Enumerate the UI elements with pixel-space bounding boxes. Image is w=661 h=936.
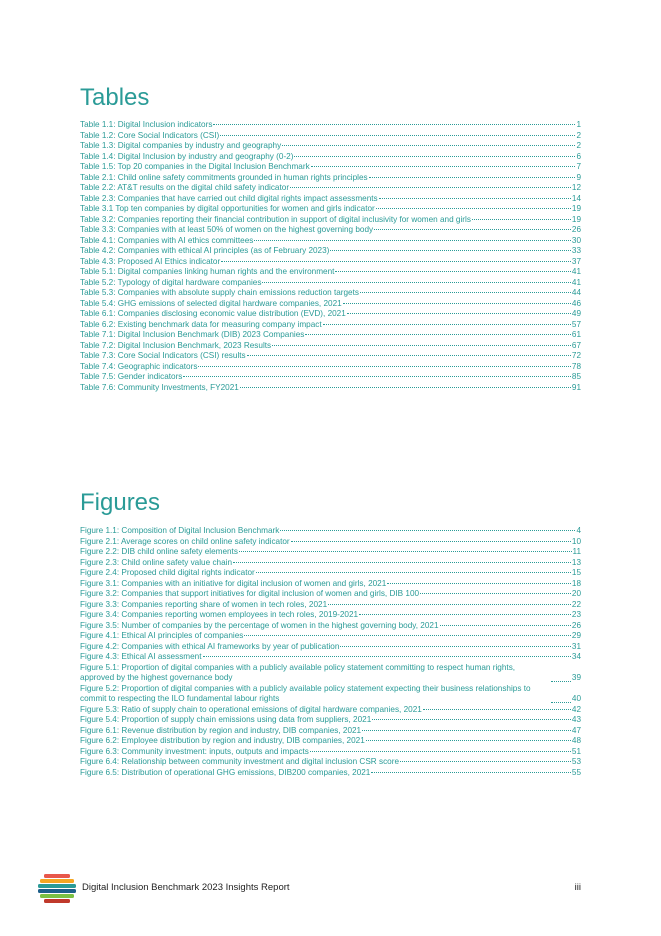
entry-page: 13: [571, 557, 581, 567]
table-entry[interactable]: [80, 257, 581, 268]
leader-dots: [305, 334, 571, 335]
entry-page: 26: [571, 225, 581, 234]
entry-label: Table 7.2: Digital Inclusion Benchmark, 2023 Results: [80, 340, 272, 350]
leader-dots: [272, 345, 571, 346]
table-entry[interactable]: [80, 372, 581, 383]
entry-page: 31: [571, 641, 581, 651]
entry-page: 37: [571, 256, 581, 266]
entry-label: Figure 4.2: Companies with ethical AI frameworks by year of publication: [80, 641, 340, 651]
figures-heading: Figures: [80, 489, 161, 516]
leader-dots: [183, 376, 570, 377]
table-entry[interactable]: [80, 351, 581, 362]
entry-label: Table 5.3: Companies with absolute supply chain emissions reduction targets: [80, 288, 359, 297]
entry-label: Figure 5.1: Proportion of digital companies with a publicly available policy statement committing to respect human rights, approved by the highest governance body: [80, 662, 516, 682]
logo-stripe: [40, 879, 74, 883]
entry-label: Figure 3.3: Companies reporting share of women in tech roles, 2021: [80, 599, 328, 609]
entry-label: Table 1.1: Digital Inclusion indicators: [80, 120, 213, 129]
logo-stripe: [38, 889, 76, 893]
entry-label: Figure 2.4: Proposed child digital rights indicator: [80, 568, 255, 577]
leader-dots: [198, 366, 570, 367]
figure-entry[interactable]: [80, 579, 581, 590]
figure-entry[interactable]: [80, 547, 581, 558]
leader-dots: [233, 562, 571, 563]
entry-page: 42: [571, 704, 581, 714]
figure-entry[interactable]: [80, 589, 581, 600]
leader-dots: [369, 177, 576, 178]
leader-dots: [371, 772, 571, 773]
table-entry[interactable]: [80, 362, 581, 373]
entry-page: 4: [576, 526, 581, 535]
entry-label: Figure 5.2: Proportion of digital companies with a publicly available policy statement expecting their business relationships to commit to respecting the ILO fundamental labour rights: [80, 683, 531, 703]
entry-label: Figure 3.4: Companies reporting women employees in tech roles, 2019-2021: [80, 610, 359, 619]
entry-page: 23: [571, 610, 581, 619]
leader-dots: [372, 719, 571, 720]
page-number: iii: [574, 882, 581, 893]
leader-dots: [323, 324, 571, 325]
entry-page: 39: [571, 673, 581, 682]
entry-label: Table 4.3: Proposed AI Ethics indicator: [80, 256, 221, 266]
entry-page: 61: [571, 330, 581, 339]
entry-label: Table 6.1: Companies disclosing economic value distribution (EVD), 2021: [80, 309, 346, 318]
figure-entry[interactable]: [80, 684, 581, 705]
entry-page: 67: [571, 340, 581, 350]
table-entry[interactable]: [80, 341, 581, 352]
figure-entry[interactable]: [80, 736, 581, 747]
table-entry[interactable]: [80, 267, 581, 278]
logo-stripe: [44, 874, 70, 878]
figure-entry[interactable]: [80, 631, 581, 642]
entry-page: 48: [571, 736, 581, 745]
entry-page: 47: [571, 725, 581, 735]
entry-label: Figure 5.4: Proportion of supply chain emissions using data from suppliers, 2021: [80, 715, 372, 724]
table-entry[interactable]: [80, 141, 581, 152]
entry-page: 43: [571, 715, 581, 724]
entry-label: Table 1.2: Core Social Indicators (CSI): [80, 130, 220, 140]
entry-page: 22: [571, 599, 581, 609]
entry-page: 40: [571, 694, 581, 703]
entry-page: 53: [571, 757, 581, 766]
table-entry[interactable]: [80, 162, 581, 173]
leader-dots: [239, 551, 572, 552]
entry-label: Table 4.1: Companies with AI ethics committees: [80, 235, 254, 245]
entry-label: Figure 3.2: Companies that support initiatives for digital inclusion of women and girls, DIB 100: [80, 589, 420, 598]
entry-page: 46: [571, 298, 581, 308]
entry-page: 2: [576, 130, 581, 140]
leader-dots: [374, 229, 571, 230]
entry-page: 19: [571, 214, 581, 224]
leader-dots: [290, 187, 571, 188]
entry-label: Table 7.1: Digital Inclusion Benchmark (DIB) 2023 Companies: [80, 330, 305, 339]
entry-label: Figure 6.3: Community investment: inputs, outputs and impacts: [80, 746, 309, 756]
entry-label: Figure 6.4: Relationship between community investment and digital inclusion CSR score: [80, 757, 400, 766]
entry-page: 41: [571, 277, 581, 287]
entry-label: Table 3.1 Top ten companies by digital opportunities for women and girls indicator: [80, 204, 375, 213]
leader-dots: [311, 166, 576, 167]
table-entry[interactable]: [80, 278, 581, 289]
entry-label: Figure 5.3: Ratio of supply chain to operational emissions of digital hardware companies, 2021: [80, 704, 422, 714]
leader-dots: [472, 219, 571, 220]
entry-page: 10: [571, 536, 581, 546]
table-entry[interactable]: [80, 246, 581, 257]
entry-label: Table 5.4: GHG emissions of selected digital hardware companies, 2021: [80, 298, 342, 308]
leader-dots: [280, 530, 575, 531]
leader-dots: [379, 198, 571, 199]
entry-label: Table 2.2: AT&T results on the digital child safety indicator: [80, 183, 290, 192]
table-entry[interactable]: [80, 299, 581, 310]
table-entry[interactable]: [80, 183, 581, 194]
leader-dots: [423, 709, 571, 710]
entry-page: 51: [571, 746, 581, 756]
entry-label: Figure 4.3: Ethical AI assessment: [80, 652, 202, 661]
entry-page: 7: [576, 162, 581, 171]
logo-stripe: [40, 894, 74, 898]
leader-dots: [310, 751, 571, 752]
leader-dots: [362, 730, 571, 731]
leader-dots: [244, 635, 571, 636]
entry-label: Figure 3.5: Number of companies by the percentage of women in the highest governing body, 2021: [80, 620, 439, 630]
entry-page: 41: [571, 267, 581, 276]
figure-entry[interactable]: [80, 726, 581, 737]
figure-entry[interactable]: [80, 715, 581, 726]
table-entry[interactable]: [80, 236, 581, 247]
entry-page: 6: [576, 151, 581, 161]
entry-label: Figure 3.1: Companies with an initiative for digital inclusion of women and girls, 2021: [80, 578, 387, 588]
logo-stripe: [38, 884, 76, 888]
leader-dots: [360, 292, 571, 293]
figure-entry[interactable]: [80, 705, 581, 716]
leader-dots: [203, 656, 571, 657]
table-entry[interactable]: [80, 383, 581, 394]
entry-page: 30: [571, 235, 581, 245]
entry-page: 20: [571, 589, 581, 598]
entry-label: Figure 6.5: Distribution of operational GHG emissions, DIB200 companies, 2021: [80, 767, 371, 777]
entry-page: 18: [571, 578, 581, 588]
entry-label: Table 7.6: Community Investments, FY2021: [80, 382, 239, 392]
entry-page: 44: [571, 288, 581, 297]
entry-label: Table 1.3: Digital companies by industry and geography: [80, 141, 282, 150]
figure-entry[interactable]: [80, 610, 581, 621]
leader-dots: [400, 761, 571, 762]
leader-dots: [328, 604, 571, 605]
leader-dots: [376, 208, 571, 209]
entry-label: Table 1.5: Top 20 companies in the Digital Inclusion Benchmark: [80, 162, 310, 171]
figure-entry[interactable]: [80, 568, 581, 579]
entry-label: Figure 6.1: Revenue distribution by region and industry, DIB companies, 2021: [80, 725, 362, 735]
entry-page: 78: [571, 361, 581, 371]
entry-label: Table 1.4: Digital Inclusion by industry and geography (0-2): [80, 151, 294, 161]
entry-page: 14: [571, 193, 581, 203]
entry-page: 9: [576, 172, 581, 182]
figure-entry[interactable]: [80, 526, 581, 537]
figure-entry[interactable]: [80, 537, 581, 548]
leader-dots: [282, 145, 575, 146]
entry-label: Table 4.2: Companies with ethical AI principles (as of February 2023): [80, 246, 330, 255]
figure-entry[interactable]: [80, 621, 581, 632]
entry-label: Table 7.4: Geographic indicators: [80, 361, 198, 371]
entry-page: 19: [571, 204, 581, 213]
entry-page: 57: [571, 319, 581, 329]
leader-dots: [551, 681, 571, 682]
entry-page: 49: [571, 309, 581, 318]
leader-dots: [213, 124, 575, 125]
entry-page: 12: [571, 183, 581, 192]
figure-entry[interactable]: [80, 558, 581, 569]
entry-label: Figure 6.2: Employee distribution by region and industry, DIB companies, 2021: [80, 736, 365, 745]
leader-dots: [440, 625, 571, 626]
entry-page: 34: [571, 652, 581, 661]
entry-page: 85: [571, 372, 581, 381]
leader-dots: [359, 614, 571, 615]
table-entry[interactable]: [80, 204, 581, 215]
entry-label: Table 5.1: Digital companies linking human rights and the environment: [80, 267, 335, 276]
table-entry[interactable]: [80, 225, 581, 236]
figure-entry[interactable]: [80, 600, 581, 611]
table-entry[interactable]: [80, 152, 581, 163]
figure-entry[interactable]: [80, 757, 581, 768]
entry-label: Table 3.2: Companies reporting their financial contribution in support of digital inclusivity for women and girls: [80, 214, 471, 224]
logo-stripe: [44, 899, 70, 903]
figure-entry[interactable]: [80, 663, 581, 684]
entry-label: Table 7.3: Core Social Indicators (CSI) results: [80, 351, 246, 360]
entry-label: Figure 2.3: Child online safety value chain: [80, 557, 233, 567]
entry-page: 15: [571, 568, 581, 577]
leader-dots: [294, 156, 575, 157]
figure-entry[interactable]: [80, 747, 581, 758]
entry-label: Figure 2.2: DIB child online safety elements: [80, 547, 238, 556]
leader-dots: [254, 240, 571, 241]
entry-page: 55: [571, 767, 581, 777]
table-entry[interactable]: [80, 330, 581, 341]
leader-dots: [387, 583, 571, 584]
entry-label: Table 2.3: Companies that have carried out child digital rights impact assessments: [80, 193, 378, 203]
entry-label: Figure 1.1: Composition of Digital Inclusion Benchmark: [80, 526, 280, 535]
entry-page: 91: [571, 382, 581, 392]
leader-dots: [220, 135, 575, 136]
tables-heading: Tables: [80, 84, 150, 111]
footer-title: Digital Inclusion Benchmark 2023 Insights Report: [82, 882, 290, 893]
table-entry[interactable]: [80, 288, 581, 299]
table-entry[interactable]: [80, 320, 581, 331]
table-entry[interactable]: [80, 173, 581, 184]
leader-dots: [343, 303, 571, 304]
figure-entry[interactable]: [80, 642, 581, 653]
leader-dots: [262, 282, 570, 283]
leader-dots: [330, 250, 571, 251]
entry-label: Figure 2.1: Average scores on child online safety indicator: [80, 536, 290, 546]
entry-page: 2: [576, 141, 581, 150]
figures-list: [80, 526, 581, 778]
leader-dots: [420, 593, 571, 594]
wba-logo-icon: [38, 870, 76, 908]
tables-list: [80, 120, 581, 393]
entry-page: 72: [571, 351, 581, 360]
entry-page: 33: [571, 246, 581, 255]
table-entry[interactable]: [80, 131, 581, 142]
leader-dots: [240, 387, 571, 388]
leader-dots: [366, 740, 571, 741]
entry-page: 29: [571, 631, 581, 640]
leader-dots: [247, 355, 571, 356]
figure-entry[interactable]: [80, 768, 581, 779]
leader-dots: [347, 313, 571, 314]
figure-entry[interactable]: [80, 652, 581, 663]
table-entry[interactable]: [80, 215, 581, 226]
leader-dots: [335, 271, 570, 272]
leader-dots: [291, 541, 571, 542]
entry-label: Table 2.1: Child online safety commitments grounded in human rights principles: [80, 172, 368, 182]
table-entry[interactable]: [80, 120, 581, 131]
entry-label: Table 6.2: Existing benchmark data for measuring company impact: [80, 319, 322, 329]
leader-dots: [340, 646, 570, 647]
table-entry[interactable]: [80, 309, 581, 320]
entry-label: Table 5.2: Typology of digital hardware companies: [80, 277, 262, 287]
leader-dots: [551, 702, 571, 703]
leader-dots: [256, 572, 571, 573]
entry-label: Table 3.3: Companies with at least 50% of women on the highest governing body: [80, 225, 374, 234]
entry-label: Table 7.5: Gender indicators: [80, 372, 183, 381]
leader-dots: [221, 261, 571, 262]
entry-page: 26: [571, 620, 581, 630]
table-entry[interactable]: [80, 194, 581, 205]
entry-page: 11: [572, 547, 581, 556]
entry-label: Figure 4.1: Ethical AI principles of companies: [80, 631, 244, 640]
entry-page: 1: [576, 120, 581, 129]
